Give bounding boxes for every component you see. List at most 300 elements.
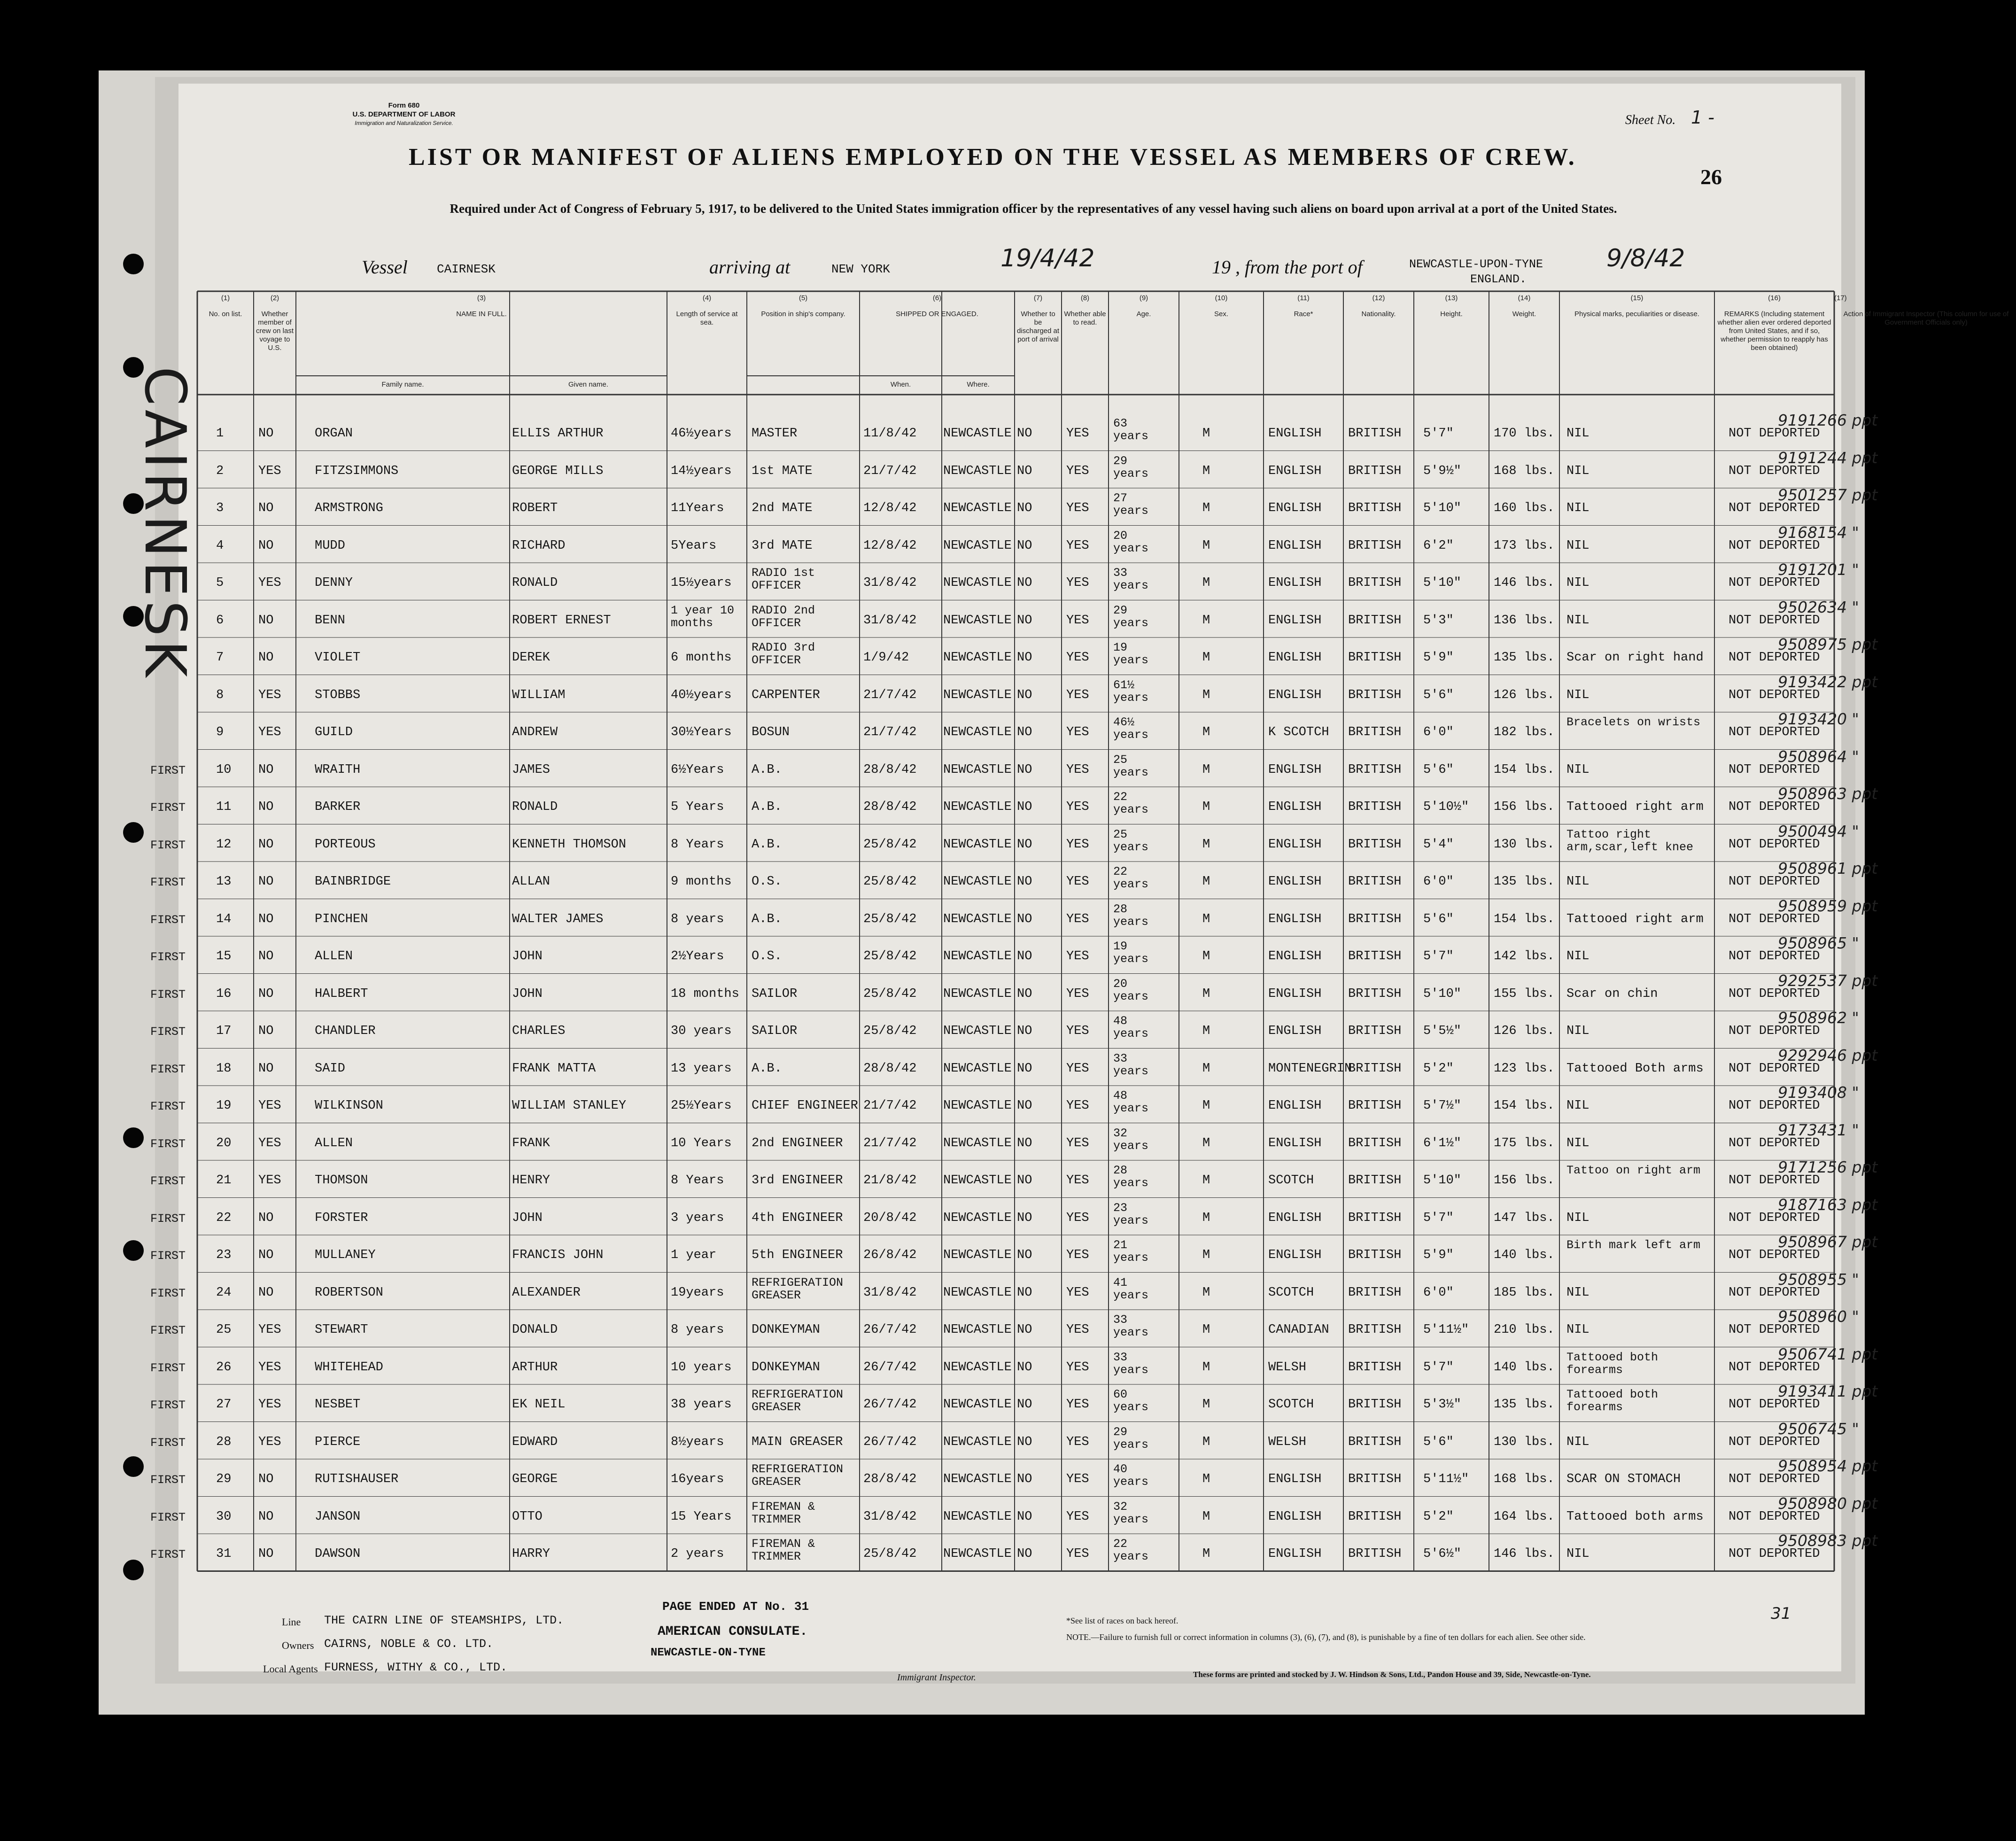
ship-position: DONKEYMAN	[752, 1360, 820, 1375]
weight: 168 lbs.	[1494, 464, 1555, 478]
page-number: 26	[1700, 165, 1722, 189]
remarks: NOT DEPORTED	[1729, 800, 1820, 814]
last-voyage: NO	[258, 762, 274, 777]
weight: 126 lbs.	[1494, 1024, 1555, 1038]
inspector-action: 9506741 ppt	[1778, 1344, 1878, 1363]
weight: 140 lbs.	[1494, 1360, 1555, 1375]
column-number: (14)	[1518, 294, 1531, 302]
arrival-port: NEW YORK	[831, 262, 890, 276]
column-header: Height.	[1440, 310, 1463, 318]
last-voyage: NO	[258, 800, 274, 814]
length-of-service: 30½Years	[671, 725, 732, 739]
column-subheader: Where.	[967, 381, 990, 388]
discharge-at-port: NO	[1017, 1547, 1032, 1561]
sex: M	[1202, 1285, 1210, 1300]
weight: 135 lbs.	[1494, 875, 1555, 889]
nationality: BRITISH	[1348, 1360, 1402, 1375]
given-name: WALTER JAMES	[512, 912, 604, 926]
shipped-where: NEWCASTLE	[943, 1248, 1012, 1262]
length-of-service: 18 months	[671, 987, 739, 1001]
nationality: BRITISH	[1348, 1136, 1402, 1150]
remarks: NOT DEPORTED	[1729, 987, 1820, 1001]
shipped-when: 11/8/42	[863, 427, 917, 441]
race: ENGLISH	[1268, 464, 1322, 478]
sex: M	[1202, 1547, 1210, 1561]
given-name: HENRY	[512, 1173, 551, 1188]
age: 20 years	[1113, 528, 1149, 555]
class-marker: FIRST	[150, 801, 186, 815]
length-of-service: 13 years	[671, 1061, 732, 1076]
given-name: ANDREW	[512, 725, 558, 739]
length-of-service: 8 Years	[671, 1173, 724, 1188]
discharge-at-port: NO	[1017, 1024, 1032, 1038]
weight: 142 lbs.	[1494, 949, 1555, 963]
class-marker: FIRST	[150, 1062, 186, 1076]
shipped-where: NEWCASTLE	[943, 1398, 1012, 1412]
able-to-read: YES	[1066, 800, 1089, 814]
nationality: BRITISH	[1348, 1509, 1402, 1524]
discharge-at-port: NO	[1017, 1509, 1032, 1524]
shipped-where: NEWCASTLE	[943, 651, 1012, 665]
ship-position: O.S.	[752, 949, 782, 963]
inspector-action: 9508967 ppt	[1778, 1233, 1878, 1251]
height: 5'7"	[1423, 1211, 1454, 1225]
able-to-read: YES	[1066, 1061, 1089, 1076]
age: 46½ years	[1113, 715, 1149, 742]
column-header: Sex.	[1214, 310, 1228, 318]
last-voyage: YES	[258, 1173, 281, 1188]
length-of-service: 9 months	[671, 875, 732, 889]
inspector-action: 9193420 "	[1778, 710, 1859, 728]
row-number: 26	[216, 1360, 232, 1375]
inspector-action: 9508975 ppt	[1778, 635, 1878, 653]
family-name: MUDD	[315, 538, 345, 553]
last-voyage: NO	[258, 1472, 274, 1486]
able-to-read: YES	[1066, 1547, 1089, 1561]
nationality: BRITISH	[1348, 1211, 1402, 1225]
ship-position: 5th ENGINEER	[752, 1248, 843, 1262]
line-label: Line	[282, 1616, 301, 1628]
given-name: ROBERT ERNEST	[512, 613, 611, 628]
age: 25 years	[1113, 827, 1149, 854]
page-title: LIST OR MANIFEST OF ALIENS EMPLOYED ON THE VESSEL AS MEMBERS OF CREW.	[409, 144, 1577, 171]
weight: 154 lbs.	[1494, 762, 1555, 777]
race: ENGLISH	[1268, 1472, 1322, 1486]
weight: 123 lbs.	[1494, 1061, 1555, 1076]
able-to-read: YES	[1066, 987, 1089, 1001]
ship-position: A.B.	[752, 1061, 782, 1076]
shipped-when: 21/7/42	[863, 1099, 917, 1113]
shipped-when: 25/8/42	[863, 912, 917, 926]
shipped-where: NEWCASTLE	[943, 1211, 1012, 1225]
height: 6'0"	[1423, 875, 1454, 889]
length-of-service: 8 years	[671, 912, 724, 926]
column-number: (1)	[221, 294, 230, 302]
remarks: NOT DEPORTED	[1729, 1024, 1820, 1038]
column-header: NAME IN FULL.	[456, 310, 507, 318]
nationality: BRITISH	[1348, 762, 1402, 777]
row-number: 27	[216, 1398, 232, 1412]
discharge-at-port: NO	[1017, 875, 1032, 889]
remarks: NOT DEPORTED	[1729, 1360, 1820, 1375]
shipped-where: NEWCASTLE	[943, 949, 1012, 963]
inspector-action: 9193411 ppt	[1778, 1382, 1878, 1400]
inspector-action: 9173431 "	[1778, 1120, 1859, 1139]
shipped-when: 26/7/42	[863, 1398, 917, 1412]
shipped-when: 25/8/42	[863, 1547, 917, 1561]
departure-port: NEWCASTLE-UPON-TYNE	[1409, 257, 1543, 271]
given-name: FRANK	[512, 1136, 551, 1150]
physical-marks: Scar on chin	[1566, 987, 1658, 1001]
remarks: NOT DEPORTED	[1729, 1398, 1820, 1412]
row-number: 13	[216, 875, 232, 889]
remarks: NOT DEPORTED	[1729, 1547, 1820, 1561]
weight: 130 lbs.	[1494, 837, 1555, 852]
race: ENGLISH	[1268, 1099, 1322, 1113]
given-name: FRANK MATTA	[512, 1061, 596, 1076]
row-number: 11	[216, 800, 232, 814]
discharge-at-port: NO	[1017, 501, 1032, 515]
nationality: BRITISH	[1348, 1472, 1402, 1486]
vessel-name: CAIRNESK	[437, 262, 496, 276]
discharge-at-port: NO	[1017, 688, 1032, 702]
nationality: BRITISH	[1348, 1024, 1402, 1038]
weight: 210 lbs.	[1494, 1323, 1555, 1337]
shipped-where: NEWCASTLE	[943, 875, 1012, 889]
weight: 164 lbs.	[1494, 1509, 1555, 1524]
age: 29 years	[1113, 603, 1149, 630]
weight: 126 lbs.	[1494, 688, 1555, 702]
family-name: ARMSTRONG	[315, 501, 383, 515]
given-name: DEREK	[512, 651, 551, 665]
nationality: BRITISH	[1348, 613, 1402, 628]
given-name: RICHARD	[512, 538, 566, 553]
sheet-number-label: Sheet No.	[1625, 113, 1676, 127]
class-marker: FIRST	[150, 1361, 186, 1375]
last-voyage: NO	[258, 1061, 274, 1076]
last-voyage: YES	[258, 1398, 281, 1412]
ship-position: REFRIGERATION GREASER	[752, 1275, 844, 1302]
weight: 185 lbs.	[1494, 1285, 1555, 1300]
class-marker: FIRST	[150, 987, 186, 1002]
remarks: NOT DEPORTED	[1729, 613, 1820, 628]
row-number: 19	[216, 1099, 232, 1113]
length-of-service: 10 Years	[671, 1136, 732, 1150]
nationality: BRITISH	[1348, 427, 1402, 441]
height: 5'3"	[1423, 613, 1454, 628]
physical-marks: NIL	[1566, 576, 1590, 590]
weight: 175 lbs.	[1494, 1136, 1555, 1150]
family-name: PIERCE	[315, 1435, 361, 1449]
height: 5'10"	[1423, 576, 1462, 590]
departure-date: 9/8/42	[1606, 244, 1685, 272]
physical-marks: NIL	[1566, 464, 1590, 478]
discharge-at-port: NO	[1017, 1173, 1032, 1188]
family-name: WILKINSON	[315, 1099, 383, 1113]
family-name: CHANDLER	[315, 1024, 376, 1038]
arriving-label: arriving at	[709, 256, 791, 278]
physical-marks: NIL	[1566, 501, 1590, 515]
able-to-read: YES	[1066, 1323, 1089, 1337]
age: 33 years	[1113, 1313, 1149, 1339]
family-name: DAWSON	[315, 1547, 361, 1561]
last-voyage: NO	[258, 427, 274, 441]
height: 5'11½"	[1423, 1323, 1469, 1337]
inspector-action: 9193422 ppt	[1778, 672, 1878, 691]
physical-marks: Tattooed both forearms	[1566, 1350, 1659, 1377]
last-voyage: NO	[258, 1285, 274, 1300]
class-marker: FIRST	[150, 1025, 186, 1039]
height: 5'7"	[1423, 949, 1454, 963]
inspector-action: 9508959 ppt	[1778, 896, 1878, 915]
sex: M	[1202, 1248, 1210, 1262]
family-name: FITZSIMMONS	[315, 464, 399, 478]
nationality: BRITISH	[1348, 1547, 1402, 1561]
column-header: SHIPPED OR ENGAGED.	[896, 310, 978, 318]
age: 40 years	[1113, 1462, 1149, 1489]
nationality: BRITISH	[1348, 1173, 1402, 1188]
sex: M	[1202, 1024, 1210, 1038]
remarks: NOT DEPORTED	[1729, 837, 1820, 852]
nationality: BRITISH	[1348, 725, 1402, 739]
length-of-service: 16years	[671, 1472, 724, 1486]
able-to-read: YES	[1066, 1285, 1089, 1300]
family-name: SAID	[315, 1061, 345, 1076]
row-number: 17	[216, 1024, 232, 1038]
nationality: BRITISH	[1348, 1285, 1402, 1300]
row-number: 31	[216, 1547, 232, 1561]
height: 5'6"	[1423, 912, 1454, 926]
column-number: (4)	[702, 294, 712, 302]
row-number: 16	[216, 987, 232, 1001]
ship-position: RADIO 1st OFFICER	[752, 566, 815, 592]
discharge-at-port: NO	[1017, 725, 1032, 739]
given-name: ALLAN	[512, 875, 551, 889]
age: 28 years	[1113, 902, 1149, 929]
sex: M	[1202, 613, 1210, 628]
race: ENGLISH	[1268, 538, 1322, 553]
physical-marks: NIL	[1566, 1211, 1590, 1225]
length-of-service: 15½years	[671, 576, 732, 590]
vessel-label: Vessel	[362, 256, 408, 278]
given-name: CHARLES	[512, 1024, 566, 1038]
family-name: BENN	[315, 613, 345, 628]
age: 20 years	[1113, 977, 1149, 1003]
remarks: NOT DEPORTED	[1729, 1136, 1820, 1150]
length-of-service: 19years	[671, 1285, 724, 1300]
remarks: NOT DEPORTED	[1729, 1099, 1820, 1113]
column-header: No. on list.	[209, 310, 242, 318]
length-of-service: 1 year 10 months	[671, 603, 735, 630]
class-marker: FIRST	[150, 1249, 186, 1263]
height: 5'5½"	[1423, 1024, 1462, 1038]
column-header: Nationality.	[1361, 310, 1396, 318]
length-of-service: 30 years	[671, 1024, 732, 1038]
column-number: (2)	[270, 294, 279, 302]
weight: 136 lbs.	[1494, 613, 1555, 628]
height: 5'6½"	[1423, 1547, 1462, 1561]
ship-position: A.B.	[752, 837, 782, 852]
column-header: Weight.	[1512, 310, 1536, 318]
shipped-when: 25/8/42	[863, 837, 917, 852]
discharge-at-port: NO	[1017, 1323, 1032, 1337]
length-of-service: 46½years	[671, 427, 732, 441]
column-header: Physical marks, peculiarities or disease.	[1574, 310, 1699, 318]
able-to-read: YES	[1066, 501, 1089, 515]
inspector-action: 9191201 "	[1778, 560, 1859, 579]
shipped-where: NEWCASTLE	[943, 1323, 1012, 1337]
column-header: Length of service at sea.	[676, 310, 738, 326]
remarks: NOT DEPORTED	[1729, 762, 1820, 777]
row-number: 2	[216, 464, 224, 478]
discharge-at-port: NO	[1017, 1435, 1032, 1449]
race: SCOTCH	[1268, 1173, 1314, 1188]
shipped-when: 28/8/42	[863, 1061, 917, 1076]
margin-ship-name: CAIRNESK	[132, 366, 197, 681]
inspector-action: 9501257 ppt	[1778, 486, 1878, 504]
inspector-action: 9508960 "	[1778, 1307, 1859, 1326]
remarks: NOT DEPORTED	[1729, 464, 1820, 478]
ship-position: CHIEF ENGINEER	[752, 1099, 858, 1113]
remarks: NOT DEPORTED	[1729, 1211, 1820, 1225]
remarks: NOT DEPORTED	[1729, 427, 1820, 441]
age: 33 years	[1113, 566, 1149, 592]
column-number: (15)	[1630, 294, 1644, 302]
class-marker: FIRST	[150, 1137, 186, 1151]
shipped-when: 21/7/42	[863, 688, 917, 702]
shipped-when: 25/8/42	[863, 875, 917, 889]
family-name: STOBBS	[315, 688, 361, 702]
shipped-where: NEWCASTLE	[943, 1472, 1012, 1486]
shipped-when: 21/7/42	[863, 1136, 917, 1150]
departure-country: ENGLAND.	[1470, 272, 1527, 286]
sex: M	[1202, 800, 1210, 814]
inspector-action: 9500494 "	[1778, 822, 1859, 840]
race: ENGLISH	[1268, 651, 1322, 665]
shipped-when: 21/7/42	[863, 464, 917, 478]
weight: 170 lbs.	[1494, 427, 1555, 441]
shipped-where: NEWCASTLE	[943, 800, 1012, 814]
column-header: Whether to be discharged at port of arrival	[1016, 310, 1060, 343]
last-voyage: YES	[258, 1099, 281, 1113]
length-of-service: 2 years	[671, 1547, 724, 1561]
able-to-read: YES	[1066, 1360, 1089, 1375]
sex: M	[1202, 501, 1210, 515]
weight: 146 lbs.	[1494, 576, 1555, 590]
class-marker: FIRST	[150, 876, 186, 889]
last-voyage: NO	[258, 949, 274, 963]
row-number: 18	[216, 1061, 232, 1076]
class-marker: FIRST	[150, 1398, 186, 1412]
able-to-read: YES	[1066, 576, 1089, 590]
consulate-city: NEWCASTLE-ON-TYNE	[651, 1647, 766, 1659]
row-number: 9	[216, 725, 224, 739]
inspector-action: 9508963 ppt	[1778, 785, 1878, 803]
shipped-where: NEWCASTLE	[943, 688, 1012, 702]
physical-marks: NIL	[1566, 1136, 1590, 1150]
ship-position: MAIN GREASER	[752, 1435, 843, 1449]
shipped-when: 26/7/42	[863, 1435, 917, 1449]
given-name: KENNETH THOMSON	[512, 837, 627, 852]
shipped-where: NEWCASTLE	[943, 725, 1012, 739]
column-header: Position in ship's company.	[761, 310, 845, 318]
age: 22 years	[1113, 790, 1149, 816]
remarks: NOT DEPORTED	[1729, 1323, 1820, 1337]
last-voyage: YES	[258, 1360, 281, 1375]
shipped-when: 26/7/42	[863, 1323, 917, 1337]
physical-marks: Tattooed right arm	[1566, 912, 1704, 926]
sex: M	[1202, 1136, 1210, 1150]
inspector-action: 9508961 ppt	[1778, 859, 1878, 878]
physical-marks: NIL	[1566, 1547, 1590, 1561]
discharge-at-port: NO	[1017, 464, 1032, 478]
length-of-service: 6½Years	[671, 762, 724, 777]
sex: M	[1202, 1398, 1210, 1412]
height: 5'2"	[1423, 1509, 1454, 1524]
remarks: NOT DEPORTED	[1729, 688, 1820, 702]
race: ENGLISH	[1268, 949, 1322, 963]
ship-position: FIREMAN & TRIMMER	[752, 1499, 815, 1526]
row-number: 7	[216, 651, 224, 665]
class-marker: FIRST	[150, 1510, 186, 1524]
weight: 147 lbs.	[1494, 1211, 1555, 1225]
ship-position: MASTER	[752, 427, 798, 441]
department-name: U.S. DEPARTMENT OF LABOR	[352, 110, 456, 118]
height: 5'2"	[1423, 1061, 1454, 1076]
family-name: FORSTER	[315, 1211, 368, 1225]
last-voyage: YES	[258, 1323, 281, 1337]
shipped-where: NEWCASTLE	[943, 501, 1012, 515]
discharge-at-port: NO	[1017, 538, 1032, 553]
remarks: NOT DEPORTED	[1729, 1435, 1820, 1449]
last-voyage: NO	[258, 538, 274, 553]
physical-marks: Bracelets on wrists	[1566, 715, 1701, 729]
discharge-at-port: NO	[1017, 613, 1032, 628]
discharge-at-port: NO	[1017, 912, 1032, 926]
row-number: 3	[216, 501, 224, 515]
shipped-when: 28/8/42	[863, 1472, 917, 1486]
length-of-service: 10 years	[671, 1360, 732, 1375]
race: SCOTCH	[1268, 1398, 1314, 1412]
length-of-service: 1 year	[671, 1248, 717, 1262]
shipped-when: 31/8/42	[863, 1509, 917, 1524]
sex: M	[1202, 949, 1210, 963]
able-to-read: YES	[1066, 427, 1089, 441]
given-name: EDWARD	[512, 1435, 558, 1449]
nationality: BRITISH	[1348, 800, 1402, 814]
race: K SCOTCH	[1268, 725, 1329, 739]
ship-position: REFRIGERATION GREASER	[752, 1462, 844, 1489]
weight: 160 lbs.	[1494, 501, 1555, 515]
physical-marks: SCAR ON STOMACH	[1566, 1472, 1681, 1486]
penalty-note: NOTE.—Failure to furnish full or correct information in columns (3), (6), (7), and (8), is punishable by a fine of ten dollars for each alien. See other side.	[1066, 1632, 1586, 1642]
sex: M	[1202, 987, 1210, 1001]
ship-position: RADIO 2nd OFFICER	[752, 603, 815, 630]
last-voyage: NO	[258, 987, 274, 1001]
shipped-where: NEWCASTLE	[943, 1136, 1012, 1150]
physical-marks: NIL	[1566, 688, 1590, 702]
shipped-where: NEWCASTLE	[943, 762, 1012, 777]
column-number: (10)	[1215, 294, 1228, 302]
able-to-read: YES	[1066, 1398, 1089, 1412]
height: 5'3½"	[1423, 1398, 1462, 1412]
ship-position: 3rd MATE	[752, 538, 813, 553]
able-to-read: YES	[1066, 613, 1089, 628]
discharge-at-port: NO	[1017, 1472, 1032, 1486]
shipped-when: 21/8/42	[863, 1173, 917, 1188]
length-of-service: 8 Years	[671, 837, 724, 852]
ship-position: 2nd MATE	[752, 501, 813, 515]
